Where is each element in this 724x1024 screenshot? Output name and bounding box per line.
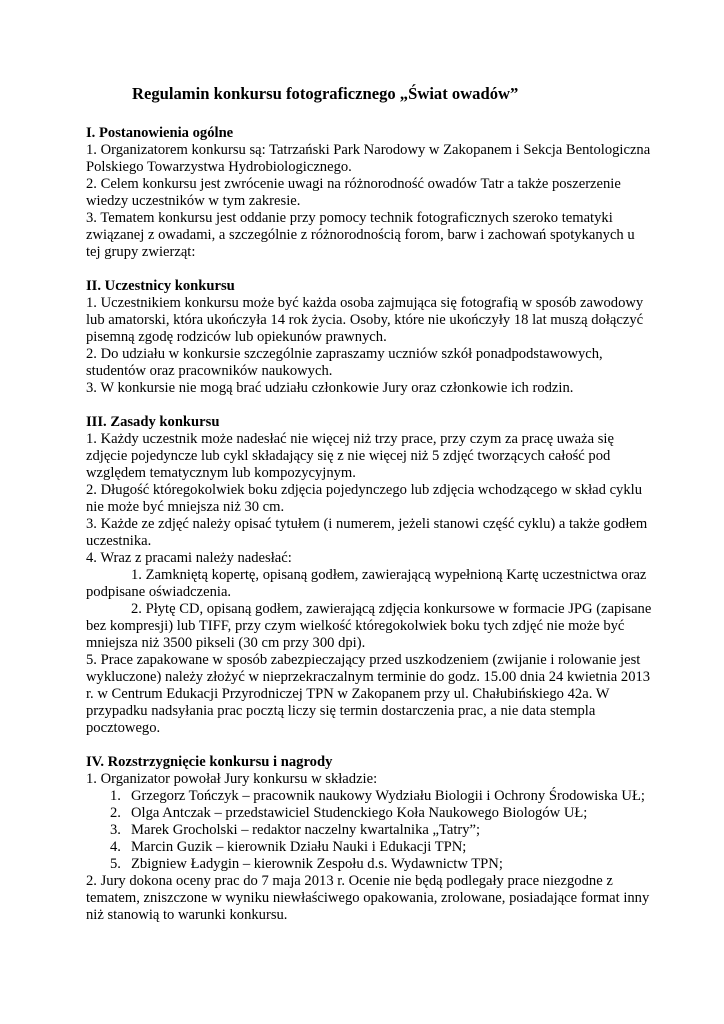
paragraph: 4. Wraz z pracami należy nadesłać:: [86, 550, 292, 566]
jury-member-text: Marcin Guzik – kierownik Działu Nauki i Edukacji TPN;: [131, 839, 467, 855]
jury-member: [86, 788, 652, 805]
list-number: 4.: [110, 839, 121, 855]
paragraph: 2. Do udziału w konkursie szczególnie zapraszamy uczniów szkół ponadpodstawowych, studentów oraz pracowników naukowych.: [86, 346, 603, 379]
section-heading: II. Uczestnicy konkursu: [86, 278, 235, 294]
paragraph: 1. Uczestnikiem konkursu może być każda osoba zajmująca się fotografią w sposób zawodowy lub amatorski, która ukończyła 14 rok życia. Osoby, które nie ukończyły 18 lat muszą dołączyć pisemną zgodę rodziców lub opiekunów prawnych.: [86, 295, 644, 345]
list-number: 3.: [110, 822, 121, 838]
document-title: Regulamin konkursu fotograficznego „Świat owadów”: [132, 84, 519, 103]
section-results-and-prizes: [86, 754, 652, 924]
paragraph: 3. W konkursie nie mogą brać udziału członkowie Jury oraz członkowie ich rodzin.: [86, 380, 574, 396]
jury-member: [86, 839, 652, 856]
paragraph: 3. Tematem konkursu jest oddanie przy pomocy technik fotograficznych szeroko tematyki związanej z owadami, a szczególnie z różnorodnością forom, barw i zachowań spotykanych u tej grupy zwierząt:: [86, 210, 635, 260]
list-number: 1.: [110, 788, 121, 804]
paragraph: 2. Celem konkursu jest zwrócenie uwagi na różnorodność owadów Tatr a także poszerzenie wiedzy uczestników w tym zakresie.: [86, 176, 621, 209]
sub-paragraph: 2. Płytę CD, opisaną godłem, zawierającą zdjęcia konkursowe w formacie JPG (zapisane bez kompresji) lub TIFF, przy czym wielkość któregokolwiek boku tych zdjęć nie może być mniejsza niż 3500 pikseli (30 cm przy 300 dpi).: [86, 601, 652, 651]
jury-list: [86, 788, 652, 873]
paragraph: 2. Długość któregokolwiek boku zdjęcia pojedynczego lub zdjęcia wchodzącego w skład cyklu nie może być mniejsza niż 30 cm.: [86, 482, 643, 515]
jury-member-text: Marek Grocholski – redaktor naczelny kwartalnika „Tatry”;: [131, 822, 481, 838]
jury-member-text: Olga Antczak – przedstawiciel Studenckiego Koła Naukowego Biologów UŁ;: [131, 805, 588, 821]
paragraph: 2. Jury dokona oceny prac do 7 maja 2013 r. Ocenie nie będą podlegały prace niezgodne z tematem, zniszczone w wyniku niewłaściwego opakowania, zrolowane, posiadające format inny niż stanowią to warunki konkursu.: [86, 873, 650, 923]
paragraph: 5. Prace zapakowane w sposób zabezpieczający przed uszkodzeniem (zwijanie i rolowanie jest wykluczone) należy złożyć w nieprzekraczalnym terminie do godz. 15.00 dnia 24 kwietnia 2013 r. w Centrum Edukacji Przyrodniczej TPN w Zakopanem przy ul. Chałubińskiego 42a. W przypadku nadsyłania prac pocztą liczy się termin dostarczenia prac, a nie data stempla pocztowego.: [86, 652, 651, 736]
list-number: 5.: [110, 856, 121, 872]
section-participants: [86, 278, 652, 397]
sub-paragraph: 1. Zamkniętą kopertę, opisaną godłem, zawierającą wypełnioną Kartę uczestnictwa oraz podpisane oświadczenia.: [86, 567, 647, 600]
jury-member-text: Grzegorz Tończyk – pracownik naukowy Wydziału Biologii i Ochrony Środowiska UŁ;: [131, 788, 645, 804]
section-contest-rules: [86, 414, 652, 737]
document-page: [86, 84, 652, 941]
section-heading: III. Zasady konkursu: [86, 414, 220, 430]
paragraph: 3. Każde ze zdjęć należy opisać tytułem (i numerem, jeżeli stanowi część cyklu) a także godłem uczestnika.: [86, 516, 648, 549]
jury-member: [86, 856, 652, 873]
paragraph: 1. Każdy uczestnik może nadesłać nie więcej niż trzy prace, przy czym za pracę uważa się zdjęcie pojedyncze lub cykl składający się z nie więcej niż 5 zdjęć tworzących całość pod względem tematycznym lub kompozycyjnym.: [86, 431, 614, 481]
paragraph: 1. Organizator powołał Jury konkursu w składzie:: [86, 771, 378, 787]
paragraph: 1. Organizatorem konkursu są: Tatrzański Park Narodowy w Zakopanem i Sekcja Bentologiczna Polskiego Towarzystwa Hydrobiologicznego.: [86, 142, 651, 175]
section-general-provisions: [86, 125, 652, 261]
list-number: 2.: [110, 805, 121, 821]
section-heading: IV. Rozstrzygnięcie konkursu i nagrody: [86, 754, 333, 770]
section-heading: I. Postanowienia ogólne: [86, 125, 234, 141]
jury-member: [86, 805, 652, 822]
jury-member-text: Zbigniew Ładygin – kierownik Zespołu d.s. Wydawnictw TPN;: [131, 856, 503, 872]
jury-member: [86, 822, 652, 839]
